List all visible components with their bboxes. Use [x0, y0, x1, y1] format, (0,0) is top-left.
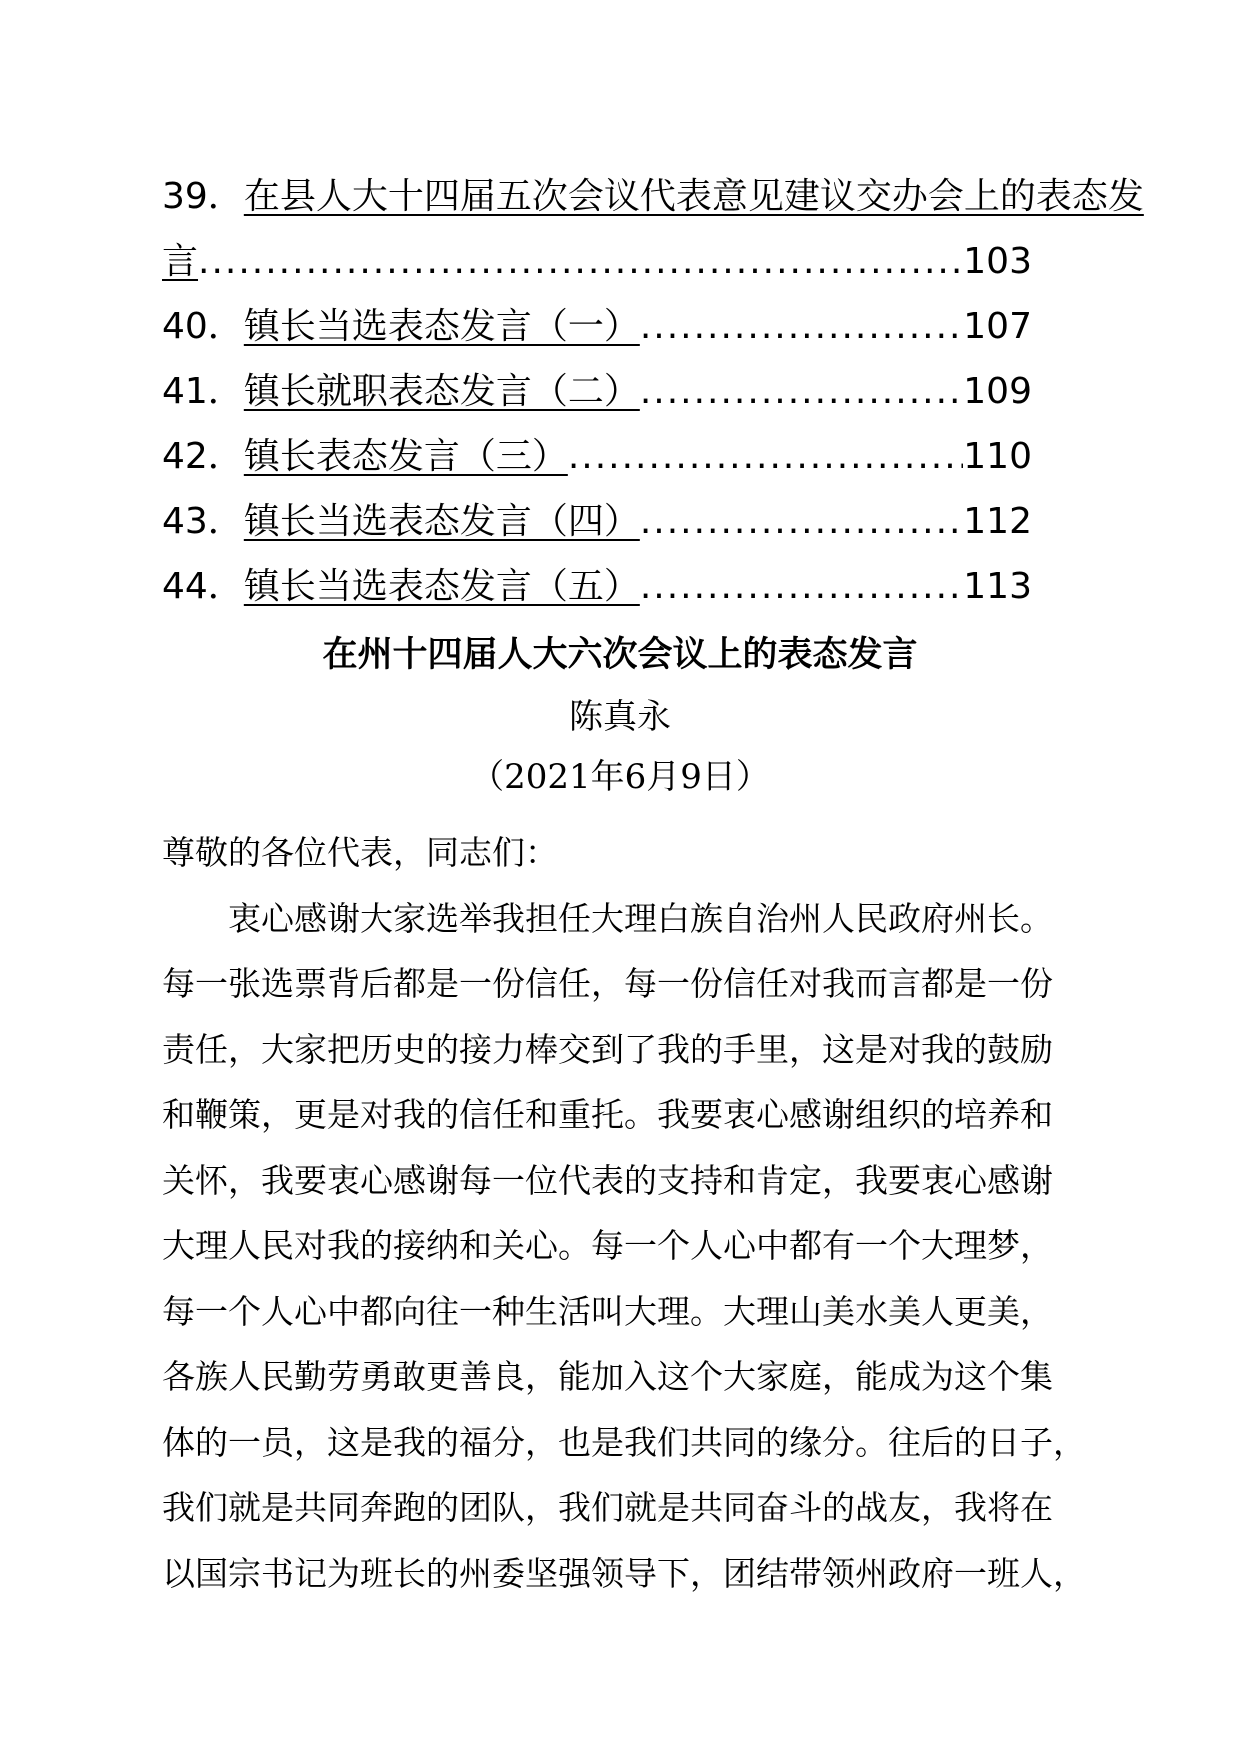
paragraph-line: 大理人民对我的接纳和关心。每一个人心中都有一个大理梦， — [162, 1226, 1053, 1265]
toc-entry-39 — [162, 164, 1144, 229]
toc-leader-dots — [640, 359, 963, 424]
paragraph-line: 各族人民勤劳勇敢更善良，能加入这个大家庭，能成为这个集 — [162, 1357, 1053, 1396]
toc-entry-40 — [162, 294, 1032, 359]
toc-link[interactable]: 镇长当选表态发言（一） — [243, 306, 640, 347]
toc-link[interactable]: 在县人大十四届五次会议代表意见建议交办会上的表态发 — [243, 176, 1144, 217]
toc-link[interactable]: 言 — [162, 241, 199, 282]
document-date: （2021年6月9日） — [470, 757, 770, 797]
toc-page-number: 103 — [963, 241, 1032, 282]
toc-link[interactable]: 镇长当选表态发言（四） — [243, 501, 640, 542]
speech-body — [162, 820, 1086, 1606]
toc-number: 40． — [162, 306, 244, 347]
table-of-contents — [162, 164, 1144, 619]
toc-number: 43． — [162, 501, 244, 542]
document-title: 在州十四届人大六次会议上的表态发言 — [322, 635, 918, 675]
toc-entry-44 — [162, 554, 1032, 619]
toc-entry-43 — [162, 489, 1032, 554]
toc-number: 41． — [162, 371, 244, 412]
toc-link[interactable]: 镇长表态发言（三） — [243, 436, 568, 477]
toc-entry-42 — [162, 424, 1032, 489]
toc-leader-dots — [640, 554, 963, 619]
toc-number: 39． — [162, 176, 244, 217]
toc-page-number: 110 — [963, 436, 1032, 477]
toc-page-number: 113 — [963, 566, 1032, 607]
toc-entry-41 — [162, 359, 1032, 424]
paragraph-line: 责任，大家把历史的接力棒交到了我的手里，这是对我的鼓励 — [162, 1029, 1053, 1069]
toc-page-number: 109 — [963, 371, 1032, 412]
paragraph-line: 和鞭策，更是对我的信任和重托。我要衷心感谢组织的培养和 — [162, 1095, 1053, 1134]
toc-leader-dots — [198, 229, 963, 294]
paragraph-line: 关怀，我要衷心感谢每一位代表的支持和肯定，我要衷心感谢 — [162, 1160, 1053, 1200]
paragraph-line: 衷心感谢大家选举我担任大理白族自治州人民政府州长。 — [228, 898, 1053, 938]
toc-leader-dots — [568, 424, 963, 489]
toc-leader-dots — [640, 489, 963, 554]
document-author: 陈真永 — [569, 697, 671, 737]
toc-page-number: 107 — [963, 306, 1032, 347]
toc-link[interactable]: 镇长就职表态发言（二） — [243, 371, 640, 412]
paragraph-line: 每一张选票背后都是一份信任，每一份信任对我而言都是一份 — [162, 964, 1053, 1003]
toc-link[interactable]: 镇长当选表态发言（五） — [243, 566, 640, 607]
toc-entry-39-continued — [162, 229, 1032, 294]
toc-page-number: 112 — [963, 501, 1032, 542]
toc-number: 44． — [162, 566, 244, 607]
toc-number: 42． — [162, 436, 244, 477]
toc-leader-dots — [640, 294, 963, 359]
salutation: 尊敬的各位代表，同志们： — [162, 833, 558, 872]
paragraph-line: 以国宗书记为班长的州委坚强领导下，团结带领州政府一班人， — [162, 1553, 1086, 1593]
paragraph-line: 我们就是共同奔跑的团队，我们就是共同奋斗的战友，我将在 — [162, 1488, 1053, 1527]
paragraph-line: 体的一员，这是我的福分，也是我们共同的缘分。往后的日子， — [162, 1422, 1086, 1462]
paragraph-line: 每一个人心中都向往一种生活叫大理。大理山美水美人更美， — [162, 1291, 1053, 1331]
